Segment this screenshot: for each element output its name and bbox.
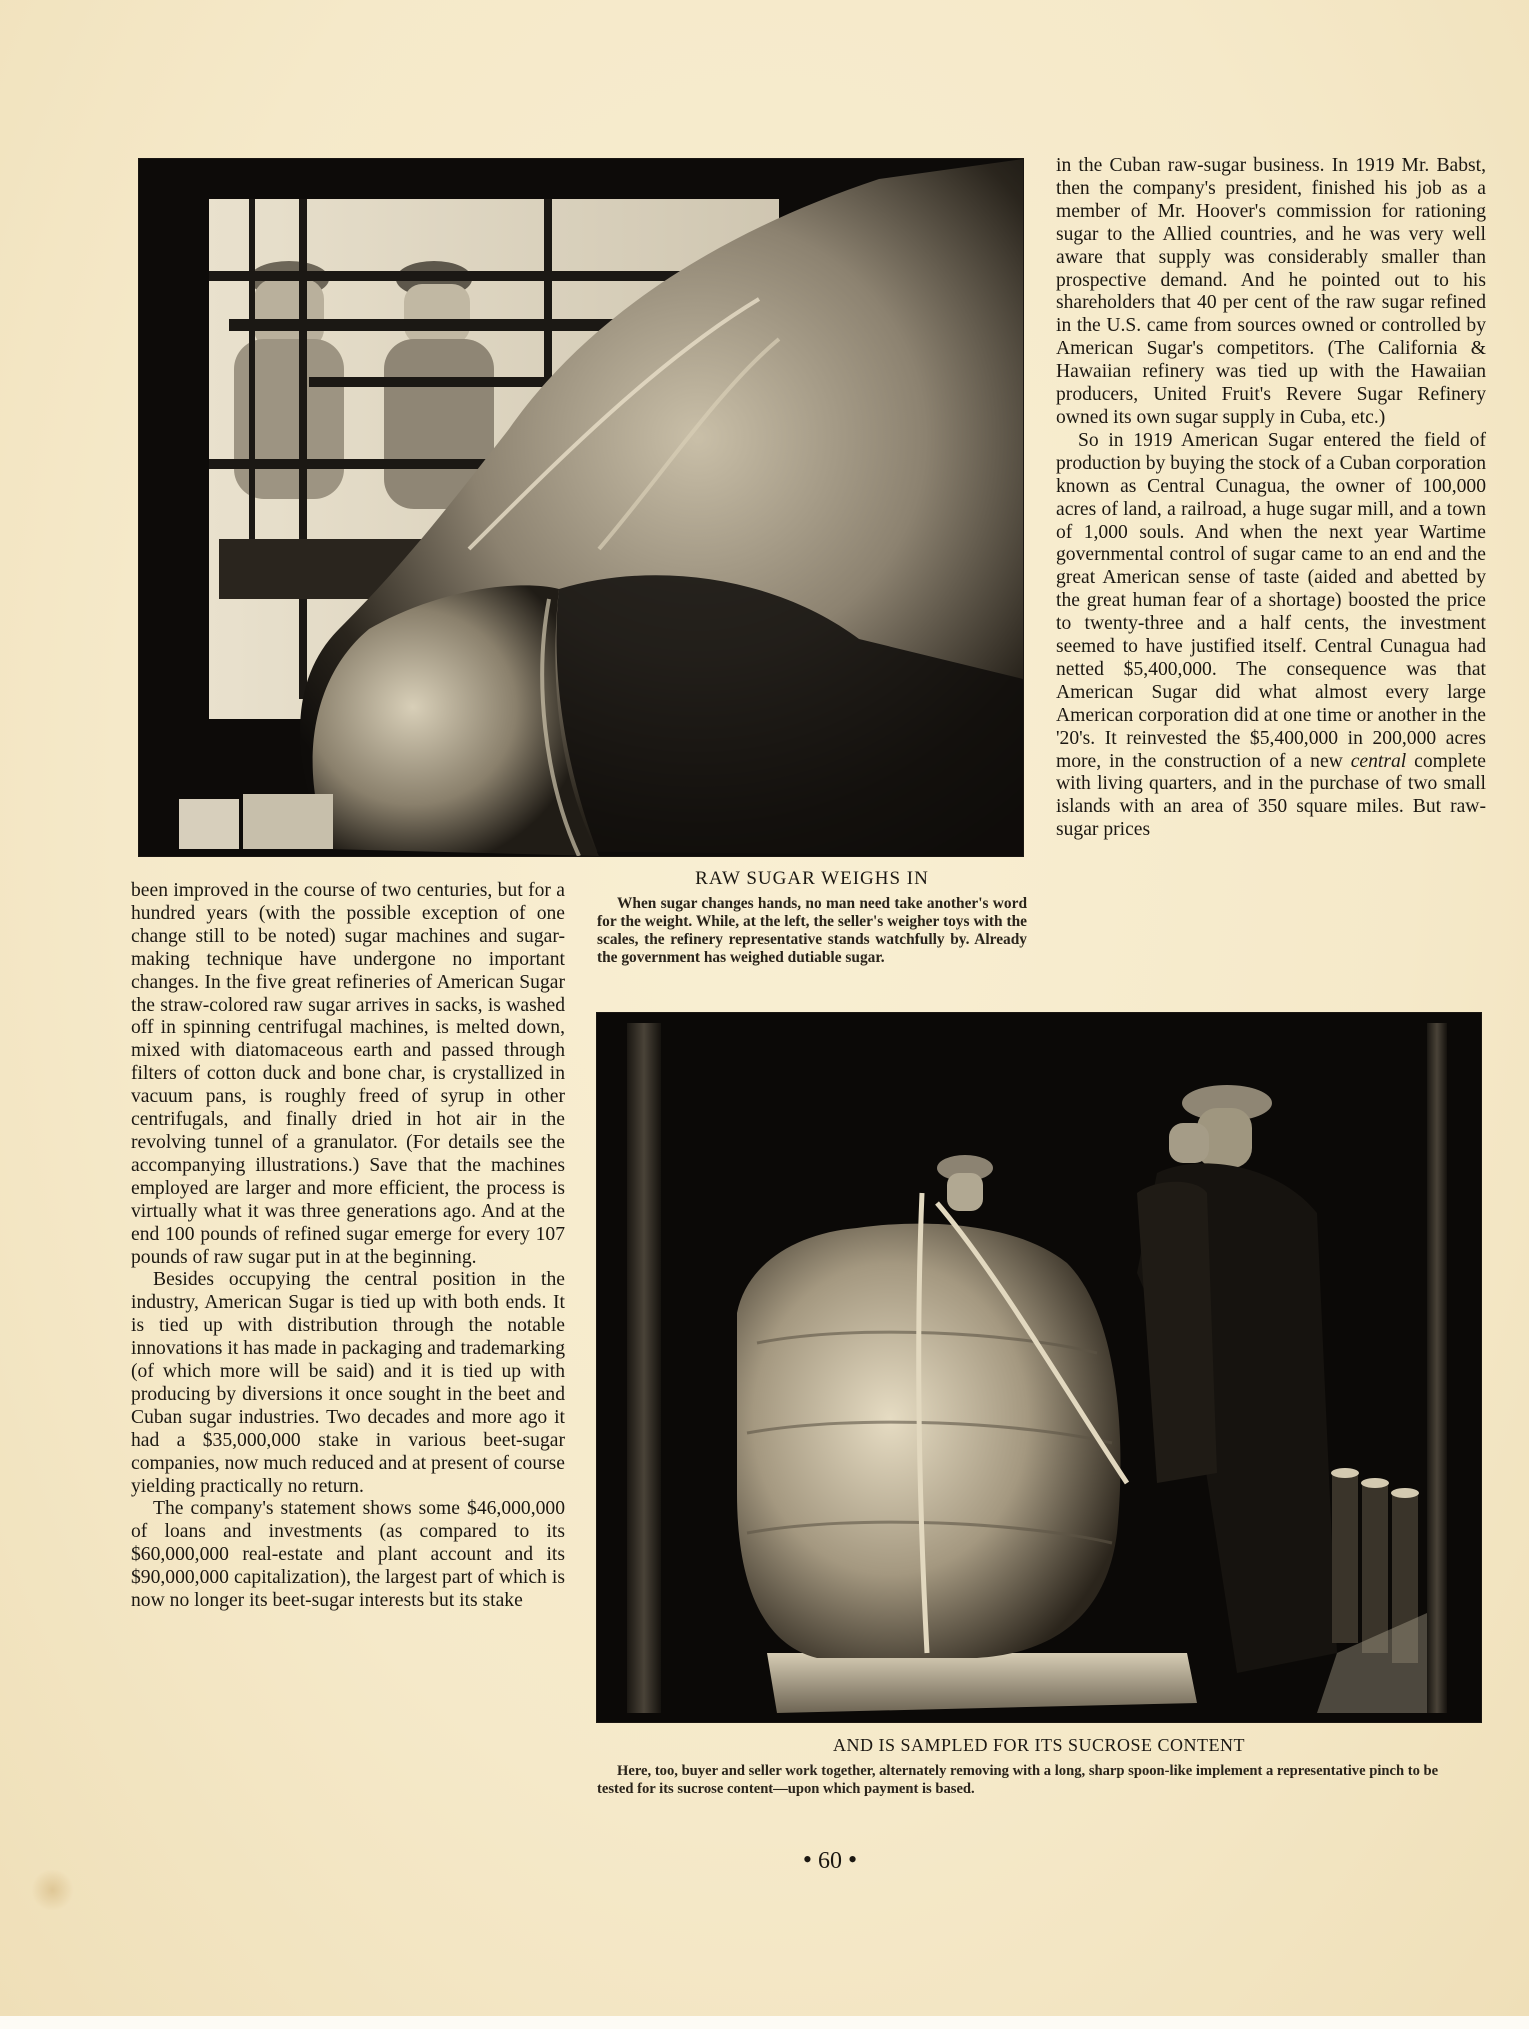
- photo-raw-sugar-weighing-image: [139, 159, 1023, 856]
- article-text: complete with living quarters, and in the purchase of two small islands with an area of 350 square miles. But raw-sugar prices: [1056, 750, 1486, 841]
- article-paragraph: in the Cuban raw-sugar business. In 1919 Mr. Babst, then the company's president, finished his job as a member of Mr. Hoover's commission for rationing sugar to the Allied countries, and he was very well aware that supply was considerably smaller than prospective demand. And he pointed out to his shareholders that 40 per cent of the raw sugar refined in the U.S. came from sources owned or controlled by American Sugar's competitors. (The California & Hawaiian refinery was tied up with the Hawaiian producers, United Fruit's Revere Sugar Refinery owned its own sugar supply in Cuba, etc.): [1056, 155, 1486, 428]
- caption-text: Here, too, buyer and seller work together, alternately removing with a long, sharp spoon-like implement a representative pinch to be tested for its sucrose content—upon which payment is based.: [597, 1763, 1439, 1797]
- photo-sucrose-sampling: [597, 1013, 1481, 1722]
- caption-raw-sugar-weighs-in: [597, 867, 1027, 967]
- photo-raw-sugar-weighing: [139, 159, 1023, 856]
- paper-stain: [30, 1870, 75, 1910]
- article-italic-term: central: [1350, 750, 1407, 772]
- caption-title: AND IS SAMPLED FOR ITS SUCROSE CONTENT: [832, 1735, 1246, 1755]
- page-number-dot: •: [848, 1845, 858, 1874]
- photo-sucrose-sampling-image: [597, 1013, 1481, 1722]
- page-number: [680, 1845, 980, 1876]
- article-paragraph: been improved in the course of two centuries, but for a hundred years (with the possible exception of one change still to be noted) sugar machines and sugar-making technique have undergone no important changes. In the five great refineries of American Sugar the straw-colored raw sugar arrives in sacks, is washed off in spinning centrifugal machines, is melted down, mixed with diatomaceous earth and passed through filters of cotton duck and bone char, is crystallized in vacuum pans, is roughly freed of syrup in other centrifugals, and finally dried in hot air in the revolving tunnel of a granulator. (For details see the accompanying illustrations.) Save that the machines employed are larger and more efficient, the process is virtually what it was three generations ago. And at the end 100 pounds of refined sugar emerge for every 107 pounds of raw sugar put in at the beginning.: [131, 880, 565, 1268]
- page-number-value: 60: [818, 1848, 842, 1874]
- article-text: So in 1919 American Sugar entered the field of production by buying the stock of a Cuban corporation known as Central Cunagua, the owner of 100,000 acres of land, a railroad, a huge sugar mill, and a town of 1,000 souls. And when the next year Wartime governmental control of sugar came to an end and the great American sense of taste (aided and abetted by the great human fear of a shortage) boosted the price to twenty-three and a half cents, the investment seemed to have justified itself. Central Cunagua had netted $5,400,000. The consequence was that American Sugar did what almost every large American corporation did at one time or another in the '20's. It reinvested the $5,400,000 in 200,000 acres more, in the construction of a new: [1056, 429, 1486, 772]
- caption-text: When sugar changes hands, no man need take another's word for the weight. While, at the left, the seller's weigher toys with the scales, the refinery representative stands watchfully by. Already the government has weighed dutiable sugar.: [597, 895, 1027, 966]
- scan-edge: [0, 2016, 1529, 2029]
- page-number-dot: •: [802, 1845, 812, 1874]
- article-paragraph: The company's statement shows some $46,000,000 of loans and investments (as compared to its $60,000,000 real-estate and plant account and its $90,000,000 capitalization), the largest part of which is now no longer its beet-sugar interests but its stake: [131, 1498, 565, 1612]
- caption-sampled-for-sucrose: [597, 1733, 1481, 1798]
- article-column-right: [1056, 155, 1486, 842]
- caption-title: RAW SUGAR WEIGHS IN: [695, 868, 929, 889]
- article-paragraph: [1056, 430, 1486, 842]
- article-paragraph: Besides occupying the central position in the industry, American Sugar is tied up with both ends. It is tied up with distribution through the notable innovations it has made in packaging and trademarking (of which more will be said) and it is tied up with producing by diversions it once sought in the beet and Cuban sugar industries. Two decades and more ago it had a $35,000,000 stake in various beet-sugar companies, now much reduced and at present of course yielding practically no return.: [131, 1269, 565, 1497]
- article-column-left: [131, 880, 565, 1613]
